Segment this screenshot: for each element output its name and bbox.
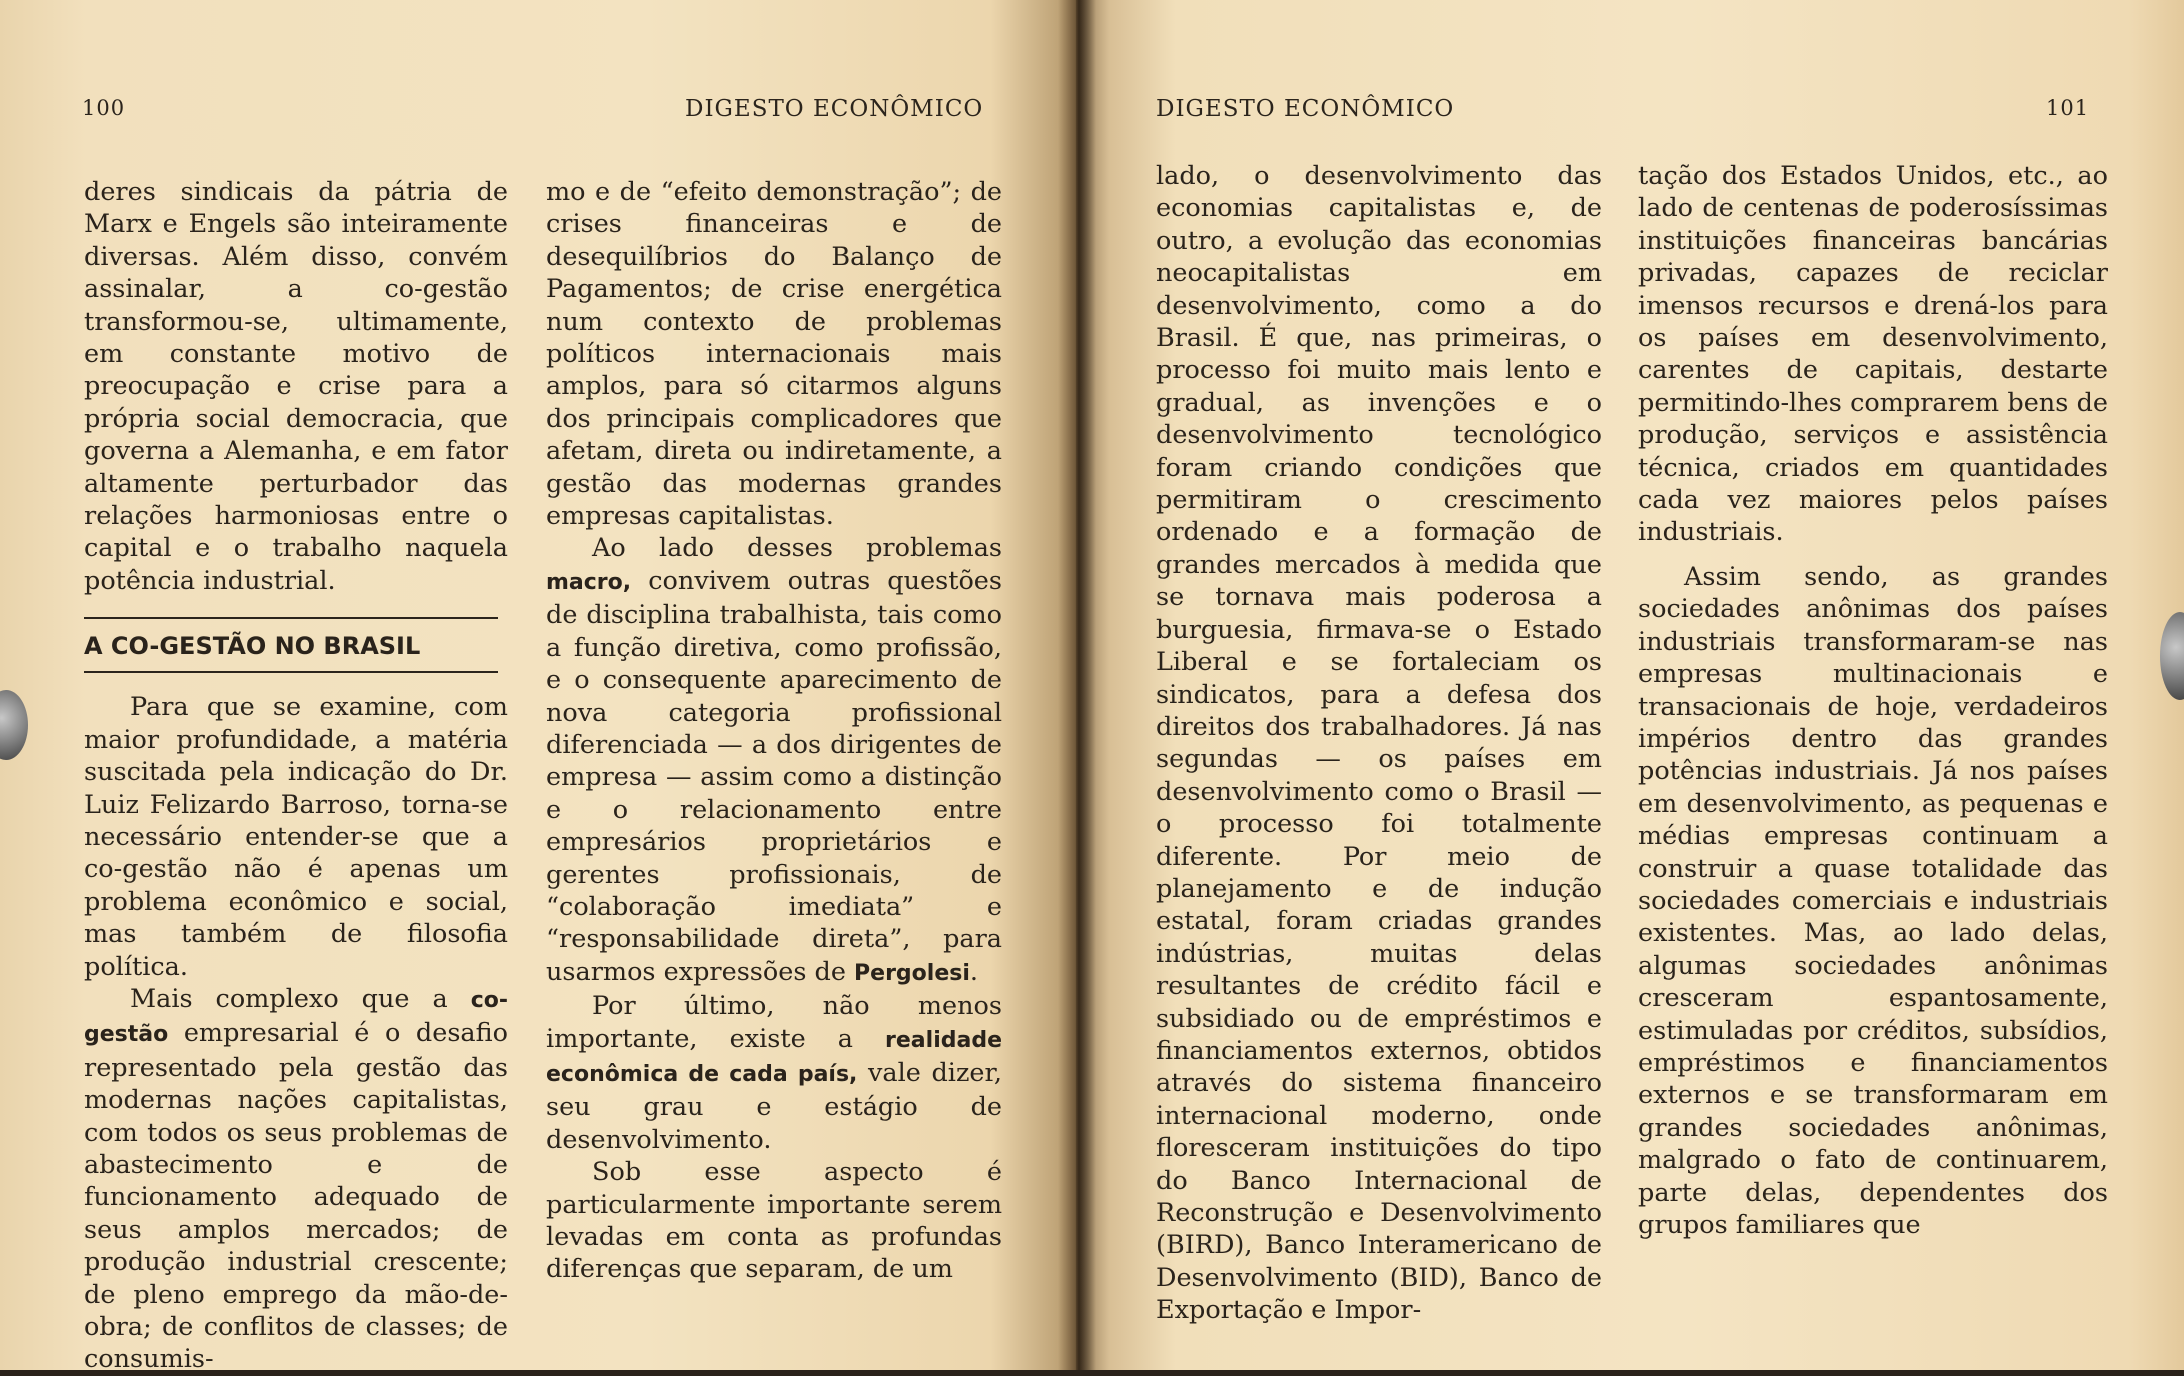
paragraph: tação dos Estados Unidos, etc., ao lado de centenas de poderosíssimas instituições financeiras bancárias privadas, capazes de reciclar imensos recursos e drená-los para os países em desenvolvimento, carentes de capitais, destarte permitindo-lhes comprarem bens de produção, serviços e assistência técnica, criados em quantidades cada vez maiores pelos países industriais. (1638, 161, 2108, 548)
bold-term: macro, (546, 569, 632, 595)
left-page-number: 100 (82, 96, 126, 120)
paragraph: mo e de “efeito demonstração”; de crises financeiras e de desequilíbrios do Balanço de Pagamentos; de crise energética num contexto de problemas políticos internacionais mais amplos, para só citarmos alguns dos principais complicadores que afetam, direta ou indiretamente, a gestão das modernas grandes empresas capitalistas. (546, 177, 1002, 532)
paragraph: Assim sendo, as grandes sociedades anônimas dos países industriais transformaram-se nas empresas multinacionais e transacionais de hoje, verdadeiros impérios dentro das grandes potências industriais. Já nos países em desenvolvimento, as pequenas e médias empresas continuam a construir a quase totalidade das sociedades comerciais e industriais existentes. Mas, ao lado delas, algumas sociedades anônimas cresceram espantosamente, estimuladas por créditos, subsídios, empréstimos e financiamentos externos e se transformaram em grandes sociedades anônimas, malgrado o fato de continuarem, parte delas, dependentes dos grupos familiares que (1638, 561, 2108, 1240)
text-run: Mais complexo que a (130, 983, 471, 1014)
right-running-head: DIGESTO ECONÔMICO (1156, 96, 1455, 122)
left-column-1 (84, 176, 508, 1376)
text-run: . (969, 956, 978, 987)
paragraph (84, 983, 508, 1376)
book-gutter (1058, 0, 1096, 1370)
paragraph: Para que se examine, com maior profundidade, a matéria suscitada pela indicação do Dr. Luiz Felizardo Barroso, torna-se necessário entender-se que a co-gestão não é apenas um problema econômico e social, mas também de filosofia política. (84, 692, 508, 982)
paragraph: lado, o desenvolvimento das economias capitalistas e, de outro, a evolução das economias neocapitalistas em desenvolvimento, como a do Brasil. É que, nas primeiras, o processo foi muito mais lento e gradual, as invenções e o desenvolvimento tecnológico foram criando condições que permitiram o crescimento ordenado e a formação de grandes mercados à medida que se tornava mais poderosa a burguesia, firmava-se o Estado Liberal e se fortaleciam os sindicatos, para a defesa dos direitos dos trabalhadores. Já nas segundas — os países em desenvolvimento como o Brasil — o processo foi totalmente diferente. Por meio de planejamento e de indução estatal, foram criadas grandes indústrias, muitas delas resultantes de crédito fácil e subsidiado ou de empréstimos e financiamentos externos, obtidos através do sistema financeiro internacional moderno, onde floresceram instituições do tipo do Banco Internacional de Reconstrução e Desenvolvimento (BIRD), Banco Interamericano de Desenvolvimento (BID), Banco de Exportação e Impor- (1156, 161, 1602, 1326)
left-column-2 (546, 176, 1002, 1286)
bold-term: Pergolesi (854, 960, 970, 986)
text-run: convivem outras questões de disciplina trabalhista, tais como a função diretiva, como profissão, e o consequente aparecimento de nova categoria profissional diferenciada — a dos dirigentes de empresa — assim como a distinção e o relacionamento entre empresários proprietários e gerentes profissionais, de “colaboração imediata” e “responsabilidade direta”, para usarmos expressões de (546, 565, 1002, 987)
right-page-number: 101 (2046, 96, 2090, 120)
left-page (0, 0, 1076, 1375)
section-heading: A CO-GESTÃO NO BRASIL (84, 617, 498, 673)
right-page (1076, 0, 2184, 1370)
text-run: vale dizer, seu grau e estágio de desenvolvimento. (546, 1057, 1002, 1155)
paragraph (546, 532, 1002, 990)
text-run: Por último, não menos importante, existe a (546, 991, 1002, 1054)
text-run: Ao lado desses problemas (592, 533, 1002, 564)
text-run: empresarial é o desafio representado pela gestão das modernas nações capitalistas, com todos os seus problemas de abastecimento e de funcionamento adequado de seus amplos mercados; de produção industrial crescente; de pleno emprego da mão-de-obra; de conflitos de classes; de consumis- (84, 1018, 508, 1375)
right-column-2 (1638, 160, 2108, 1241)
right-column-1 (1156, 160, 1602, 1327)
paragraph: deres sindicais da pátria de Marx e Engels são inteiramente diversas. Além disso, convém assinalar, a co-gestão transformou-se, ultimamente, em constante motivo de preocupação e crise para a própria social democracia, que governa a Alemanha, e em fator altamente perturbador das relações harmoniosas entre o capital e o trabalho naquela potência industrial. (84, 177, 508, 596)
bold-term: realidade econômica de cada país, (546, 1027, 1002, 1087)
bold-term: co-gestão (84, 987, 508, 1048)
paragraph (546, 990, 1002, 1156)
left-running-head: DIGESTO ECONÔMICO (685, 96, 984, 122)
paragraph: Sob esse aspecto é particularmente importante serem levadas em conta as profundas diferenças que separam, de um (546, 1157, 1002, 1285)
